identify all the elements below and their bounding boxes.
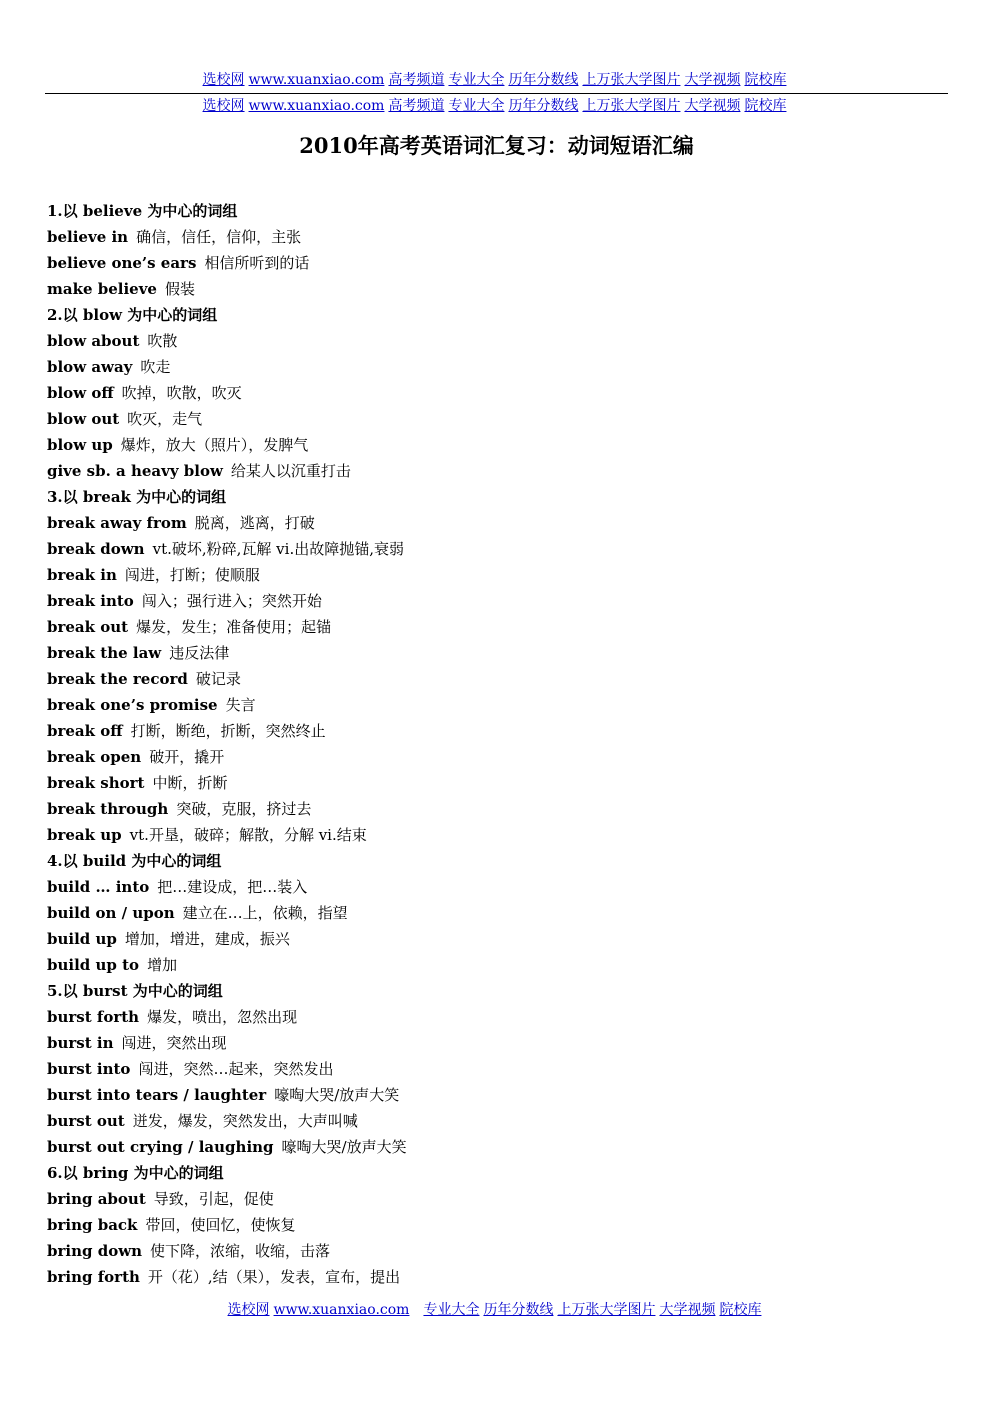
phrase-line [47, 1134, 947, 1160]
phrase-chinese: 打断，断绝，折断，突然终止 [130, 722, 326, 740]
phrase-chinese: 爆发，发生；准备使用；起锚 [136, 618, 332, 636]
header-link-site-url[interactable]: www.xuanxiao.com [248, 98, 385, 114]
phrase-chinese: 开（花）,结（果），发表，宣布，提出 [147, 1268, 401, 1286]
phrase-line [47, 510, 947, 536]
phrase-line [47, 848, 947, 874]
header-link-schools[interactable]: 院校库 [744, 72, 787, 88]
phrase-chinese: 增加 [147, 956, 178, 974]
phrase-english: blow out [47, 410, 120, 428]
phrase-line [47, 250, 947, 276]
phrase-english: make believe [47, 280, 157, 298]
phrase-english: believe in [47, 228, 129, 246]
phrase-chinese: 迸发，爆发，突然发出，大声叫喊 [132, 1112, 358, 1130]
header-link-xuanxiao[interactable]: 选校网 [202, 98, 245, 114]
phrase-line [47, 1212, 947, 1238]
phrase-english: blow away [47, 358, 133, 376]
phrase-line [47, 978, 947, 1004]
phrase-line [47, 1238, 947, 1264]
phrase-line [47, 1160, 947, 1186]
phrase-line [47, 406, 947, 432]
phrase-chinese: 突破，克服，挤过去 [176, 800, 312, 818]
phrase-line [47, 1264, 947, 1290]
phrase-chinese: 把…建设成，把…装入 [157, 878, 308, 896]
phrase-english: break the law [47, 644, 162, 662]
page-title: 2010年高考英语词汇复习：动词短语汇编 [299, 133, 694, 158]
phrase-english: break off [47, 722, 123, 740]
phrase-english: blow off [47, 384, 114, 402]
phrase-english: break through [47, 800, 169, 818]
phrase-line [47, 458, 947, 484]
phrase-line [47, 1186, 947, 1212]
phrase-list [47, 198, 947, 1290]
phrase-english: break into [47, 592, 134, 610]
phrase-english: bring forth [47, 1268, 140, 1286]
phrase-line [47, 302, 947, 328]
phrase-chinese: 建立在…上，依赖，指望 [182, 904, 348, 922]
phrase-chinese: 闯入；强行进入；突然开始 [141, 592, 322, 610]
phrase-english: 3.以 break 为中心的词组 [47, 488, 227, 506]
phrase-english: believe one’s ears [47, 254, 197, 272]
phrase-chinese: 破开，撬开 [149, 748, 225, 766]
footer-link-videos[interactable]: 大学视频 [659, 1302, 716, 1318]
phrase-english: blow up [47, 436, 113, 454]
phrase-english: break one’s promise [47, 696, 218, 714]
phrase-chinese: 导致，引起，促使 [153, 1190, 274, 1208]
phrase-english: blow about [47, 332, 140, 350]
phrase-chinese: 嚎啕大哭/放声大笑 [281, 1138, 407, 1156]
phrase-chinese: 确信，信任，信仰，主张 [136, 228, 302, 246]
phrase-chinese: 吹掉，吹散，吹灭 [121, 384, 242, 402]
phrase-line [47, 536, 947, 562]
phrase-english: build on / upon [47, 904, 175, 922]
phrase-line [47, 432, 947, 458]
phrase-chinese: 吹散 [147, 332, 178, 350]
phrase-line [47, 328, 947, 354]
phrase-english: break up [47, 826, 122, 844]
phrase-english: break away from [47, 514, 187, 532]
phrase-english: burst into [47, 1060, 131, 1078]
phrase-line [47, 718, 947, 744]
phrase-line [47, 224, 947, 250]
phrase-english: bring down [47, 1242, 143, 1260]
phrase-english: burst into tears / laughter [47, 1086, 267, 1104]
phrase-line [47, 744, 947, 770]
phrase-chinese: 闯进，突然出现 [121, 1034, 227, 1052]
header-link-scores[interactable]: 历年分数线 [508, 72, 579, 88]
phrase-chinese: 闯进，打断；使顺服 [124, 566, 260, 584]
phrase-chinese: 吹走 [140, 358, 171, 376]
phrase-chinese: 嚎啕大哭/放声大笑 [274, 1086, 400, 1104]
header-link-gaokao[interactable]: 高考频道 [388, 72, 445, 88]
phrase-line [47, 1056, 947, 1082]
phrase-line [47, 1004, 947, 1030]
phrase-english: break open [47, 748, 142, 766]
header-link-bar-bottom [0, 97, 993, 115]
phrase-english: bring about [47, 1190, 146, 1208]
phrase-chinese: 爆炸，放大（照片），发脾气 [120, 436, 309, 454]
phrase-english: give sb. a heavy blow [47, 462, 223, 480]
phrase-chinese: 增加，增进，建成，振兴 [124, 930, 290, 948]
phrase-chinese: 爆发，喷出，忽然出现 [147, 1008, 298, 1026]
header-link-site-url[interactable]: www.xuanxiao.com [248, 72, 385, 88]
header-link-videos[interactable]: 大学视频 [684, 72, 741, 88]
phrase-line [47, 1108, 947, 1134]
phrase-line [47, 588, 947, 614]
footer-link-xuanxiao[interactable]: 选校网 [227, 1302, 270, 1318]
header-link-bar-top [0, 71, 993, 89]
phrase-line [47, 562, 947, 588]
phrase-english: build up to [47, 956, 140, 974]
phrase-line [47, 692, 947, 718]
footer-link-photos[interactable]: 上万张大学图片 [557, 1302, 656, 1318]
phrase-chinese: 假装 [164, 280, 195, 298]
phrase-line [47, 900, 947, 926]
phrase-english: burst in [47, 1034, 114, 1052]
phrase-line [47, 666, 947, 692]
phrase-english: 4.以 build 为中心的词组 [47, 852, 222, 870]
phrase-english: break in [47, 566, 117, 584]
header-link-videos[interactable]: 大学视频 [684, 98, 741, 114]
phrase-english: break out [47, 618, 129, 636]
footer-link-scores[interactable]: 历年分数线 [483, 1302, 554, 1318]
phrase-line [47, 198, 947, 224]
phrase-line [47, 822, 947, 848]
phrase-line [47, 926, 947, 952]
header-link-scores[interactable]: 历年分数线 [508, 98, 579, 114]
header-divider [45, 93, 948, 94]
phrase-english: break the record [47, 670, 188, 688]
phrase-chinese: vt.破坏,粉碎,瓦解 vi.出故障抛锚,衰弱 [152, 540, 404, 558]
header-link-photos[interactable]: 上万张大学图片 [582, 72, 681, 88]
phrase-line [47, 354, 947, 380]
phrase-line [47, 796, 947, 822]
phrase-line [47, 874, 947, 900]
phrase-line [47, 770, 947, 796]
footer-link-bar [0, 1301, 993, 1319]
phrase-chinese: 带回，使回忆，使恢复 [145, 1216, 296, 1234]
phrase-chinese: vt.开垦，破碎；解散，分解 vi.结束 [129, 826, 367, 844]
phrase-chinese: 中断，折断 [152, 774, 228, 792]
phrase-english: break down [47, 540, 145, 558]
phrase-chinese: 相信所听到的话 [204, 254, 310, 272]
phrase-english: 5.以 burst 为中心的词组 [47, 982, 223, 1000]
phrase-chinese: 失言 [225, 696, 256, 714]
footer-link-majors[interactable]: 专业大全 [423, 1302, 480, 1318]
phrase-line [47, 380, 947, 406]
phrase-english: burst forth [47, 1008, 140, 1026]
phrase-english: 6.以 bring 为中心的词组 [47, 1164, 224, 1182]
phrase-english: 1.以 believe 为中心的词组 [47, 202, 238, 220]
phrase-chinese: 闯进，突然…起来，突然发出 [138, 1060, 334, 1078]
header-link-gaokao[interactable]: 高考频道 [388, 98, 445, 114]
phrase-english: bring back [47, 1216, 138, 1234]
header-link-schools[interactable]: 院校库 [744, 98, 787, 114]
phrase-chinese: 脱离，逃离，打破 [194, 514, 315, 532]
phrase-line [47, 952, 947, 978]
phrase-chinese: 给某人以沉重打击 [230, 462, 351, 480]
phrase-line [47, 640, 947, 666]
phrase-chinese: 使下降，浓缩，收缩，击落 [150, 1242, 331, 1260]
phrase-english: build up [47, 930, 117, 948]
footer-link-site-url[interactable]: www.xuanxiao.com [273, 1302, 410, 1318]
header-link-majors[interactable]: 专业大全 [448, 72, 505, 88]
phrase-line [47, 614, 947, 640]
header-link-xuanxiao[interactable]: 选校网 [202, 72, 245, 88]
phrase-line [47, 484, 947, 510]
phrase-line [47, 1082, 947, 1108]
footer-link-schools[interactable]: 院校库 [719, 1302, 762, 1318]
header-link-majors[interactable]: 专业大全 [448, 98, 505, 114]
phrase-line [47, 276, 947, 302]
phrase-english: burst out crying / laughing [47, 1138, 274, 1156]
phrase-english: break short [47, 774, 145, 792]
phrase-chinese: 违反法律 [169, 644, 230, 662]
phrase-line [47, 1030, 947, 1056]
phrase-english: burst out [47, 1112, 125, 1130]
phrase-chinese: 吹灭，走气 [127, 410, 203, 428]
header-link-photos[interactable]: 上万张大学图片 [582, 98, 681, 114]
phrase-chinese: 破记录 [195, 670, 241, 688]
phrase-english: build … into [47, 878, 150, 896]
phrase-english: 2.以 blow 为中心的词组 [47, 306, 218, 324]
